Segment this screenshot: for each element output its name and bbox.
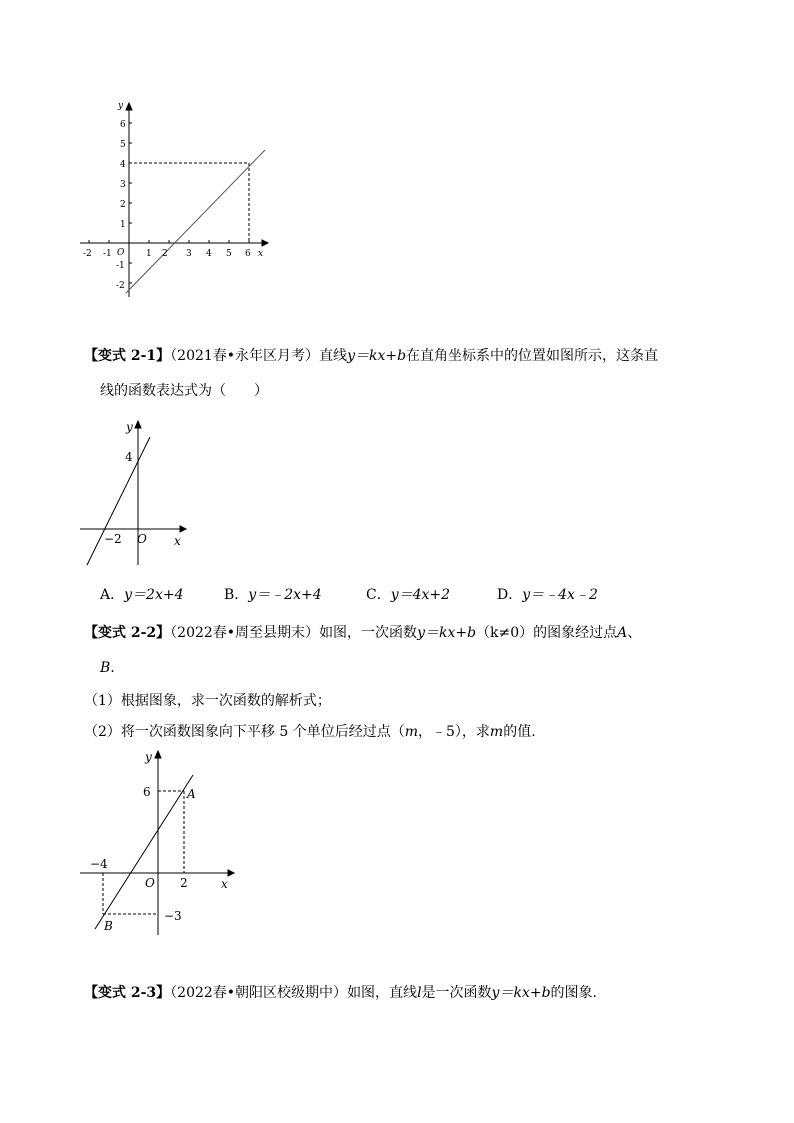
question-text: （2）将一次函数图象向下平移 5 个单位后经过点（: [84, 724, 405, 740]
y-tick-label: 3: [120, 180, 126, 190]
y-axis-label: y: [126, 420, 133, 434]
origin-label: O: [137, 532, 147, 546]
problem-2-1-line1: [84, 346, 658, 366]
problem-2-3-line1: [84, 983, 597, 1003]
problem-text: 如图，一次函数: [319, 625, 418, 641]
equation: y＝kx+b: [417, 625, 477, 641]
problem-source: （2022春•周至县期末）: [170, 625, 320, 641]
y-tick-label: 2: [120, 200, 126, 210]
y-axis-arrow: [126, 103, 132, 110]
y-axis-arrow: [135, 421, 141, 428]
problem-tag: 【变式 2-3】: [84, 985, 171, 1001]
option-text: y＝﹣2x+4: [248, 587, 322, 603]
y-tick-label: 1: [120, 220, 126, 230]
question-1: （1）根据图象，求一次函数的解析式；: [84, 693, 331, 709]
x-tick-label: 3: [186, 249, 192, 259]
point-a-label: A: [187, 787, 196, 801]
condition: （k≠0）: [476, 625, 534, 641]
origin-label: O: [145, 876, 155, 890]
y-axis-arrow: [155, 751, 161, 758]
x-tick-label: 5: [226, 249, 232, 259]
problem-text: 如图，直线: [347, 985, 418, 1001]
problem-tag: 【变式 2-1】: [84, 348, 171, 364]
option-d[interactable]: [497, 585, 598, 605]
option-c[interactable]: [366, 585, 450, 605]
x-tick-label: 6: [245, 249, 251, 259]
x-tick-label: −2: [104, 532, 122, 546]
period: .: [110, 660, 115, 676]
separator: 、: [627, 625, 642, 641]
y-tick-label: 4: [120, 160, 126, 170]
option-text: y＝2x+4: [124, 587, 184, 603]
function-line: [126, 150, 265, 293]
question-text: 的值.: [503, 724, 536, 740]
problem-source: （2021春•永年区月考）: [170, 348, 320, 364]
problem-text: 的图象.: [550, 985, 597, 1001]
question-2: [84, 722, 536, 742]
figure-1-graph: [70, 95, 280, 305]
x-axis-arrow: [262, 240, 268, 246]
x-axis-arrow: [180, 526, 186, 532]
x-axis-label: x: [258, 249, 264, 259]
option-letter: A．: [100, 587, 125, 603]
y-tick-label: -2: [116, 281, 125, 291]
variable-m: m: [489, 724, 504, 740]
problem-2-2-line2: [100, 658, 115, 678]
x-axis-arrow: [228, 870, 234, 876]
y-tick-label: 6: [143, 785, 151, 799]
x-tick-label: 1: [146, 249, 152, 259]
figure-2-1-graph: [75, 415, 195, 570]
y-tick-label: 5: [120, 140, 126, 150]
option-a[interactable]: [100, 585, 183, 605]
y-axis-label: y: [118, 101, 124, 111]
problem-tag: 【变式 2-2】: [84, 625, 171, 641]
equation: y＝kx+b: [491, 985, 551, 1001]
x-tick-label: 2: [162, 249, 168, 259]
problem-text: 在直角坐标系中的位置如图所示，这条直: [406, 348, 659, 364]
line-l-label: l: [417, 985, 422, 1001]
option-letter: D．: [497, 587, 523, 603]
problem-text: 是一次函数: [421, 985, 492, 1001]
x-axis-label: x: [174, 534, 181, 548]
x-tick-label: 4: [206, 249, 212, 259]
point-b-label: B: [104, 919, 113, 933]
point-a-label: A: [617, 625, 628, 641]
option-b[interactable]: [224, 585, 322, 605]
y-tick-label: -1: [116, 261, 125, 271]
problem-text: 直线: [319, 348, 348, 364]
problem-2-2-line1: [84, 623, 641, 643]
option-letter: B．: [224, 587, 249, 603]
origin-label: O: [117, 248, 125, 258]
problem-2-1-line2: 线的函数表达式为（ ）: [100, 383, 268, 399]
option-text: y＝﹣4x﹣2: [522, 587, 598, 603]
x-tick-label: -1: [103, 249, 112, 259]
x-tick-label: -2: [83, 249, 92, 259]
y-tick-label: −3: [164, 909, 182, 923]
y-axis-label: y: [145, 750, 152, 764]
figure-2-2-graph: [75, 742, 245, 937]
variable-m: m: [404, 724, 418, 740]
y-tick-label: 4: [125, 450, 133, 464]
point-b-label: B: [100, 660, 111, 676]
x-tick-label: −4: [90, 857, 108, 871]
x-tick-label: 2: [180, 876, 188, 890]
option-text: y＝4x+2: [390, 587, 451, 603]
y-tick-label: 6: [120, 120, 126, 130]
x-axis-label: x: [221, 877, 228, 891]
option-letter: C．: [366, 587, 391, 603]
problem-source: （2022春•朝阳区校级期中）: [170, 985, 348, 1001]
equation: y＝kx+b: [347, 348, 407, 364]
question-text: ，﹣5），求: [418, 724, 490, 740]
problem-text: 的图象经过点: [533, 625, 618, 641]
